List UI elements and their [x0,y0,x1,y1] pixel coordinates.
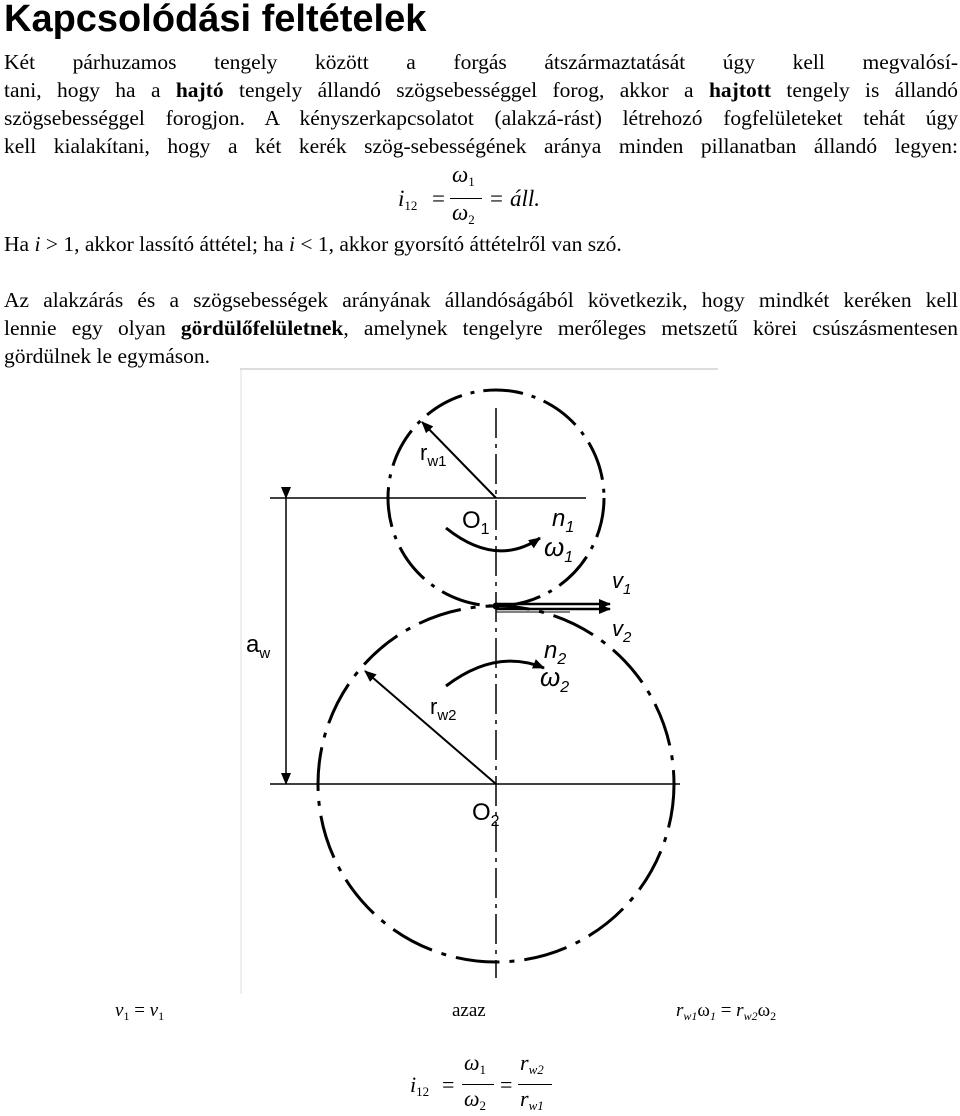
formula1-rhs: áll. [510,186,541,211]
label-n1: $n_1$ [552,505,575,536]
intro-line-2-text-a: tani, hogy ha a [4,78,176,102]
intro-line-2-text-c: tengely is állandó [771,78,959,102]
label-v2: $v_2$ [612,616,632,646]
formula2-num2: rw2 [520,1050,544,1077]
label-aw: $a_w$ [246,631,271,662]
formula1-eq2: = [490,186,503,211]
label-rw1: $r_{w1}$ [420,440,447,470]
gear-pair-figure [240,368,720,996]
label-v1: $v_1$ [612,568,632,598]
relation-middle: azaz [452,1000,486,1021]
intro-line-1: Két párhuzamos tengely között a forgás átszármaztatását úgy kell megvalósí- [4,50,958,74]
bold-driven: hajtott [708,78,772,102]
formula1-i: i12 [398,186,418,213]
rotation-arrow-2 [446,661,544,686]
label-omega2: $\omega_2$ [540,662,570,696]
rolling-line-3: gördülnek le egymáson. [4,344,210,368]
formula2-i: i12 [410,1072,430,1099]
formula1-numerator: ω1 [452,162,475,189]
rolling-line-1: Az alakzárás és a szögsebességek arányának állandóságából következik, hogy mindkét keréken kell [4,288,958,312]
label-rw2: $r_{w2}$ [430,694,457,724]
rotation-arrow-1 [446,528,540,551]
bold-driving: hajtó [175,78,224,102]
bold-rolling-surface: gördülőfelületnek [180,316,344,340]
intro-line-2-text-b: tengely állandó szögsebességgel forog, akkor a [223,78,709,102]
ratio-explanation: Ha i > 1, akkor lassító áttétel; ha i < 1, akkor gyorsító áttételről van szó. [4,232,622,256]
formula2-den1: ω2 [464,1086,487,1113]
relation-left: $v_1 = v_1$ [115,1000,165,1023]
relation-right: $r_{w1}\omega_1 = r_{w2}\omega_2$ [676,1000,777,1023]
formula1-eq: = [432,186,445,211]
formula1-denominator: ω2 [452,200,475,227]
formula2-eq1: = [442,1072,455,1097]
rolling-line-2: lennie egy olyan gördülőfelületnek, amelynek tengelyre merőleges metszetű körei csúszásmentesen [4,316,958,340]
radius-w2-line [365,671,496,784]
rolling-paragraph [4,286,958,370]
intro-paragraph [4,48,958,160]
formula2-num1: ω1 [464,1050,487,1077]
formula1-i-sub: 12 [404,198,418,213]
label-n2: $n_2$ [544,637,567,668]
formula2-eq2: = [500,1072,513,1097]
label-omega1: $\omega_1$ [544,532,574,566]
intro-line-3: szögsebességgel forogjon. A kényszerkapcsolatot (alakzá-rást) létrehozó fogfelületeket tehát úgy [4,106,958,130]
intro-line-4: kell kialakítani, hogy a két kerék szög-sebességének aránya minden pillanatban állandó legyen: [4,134,958,158]
label-O2: $O_2$ [472,799,500,830]
page-title: Kapcsolódási feltételek [4,0,427,40]
intro-line-2 [4,76,958,104]
label-O1: $O_1$ [462,507,490,538]
formula2-den2: rw1 [520,1086,544,1113]
